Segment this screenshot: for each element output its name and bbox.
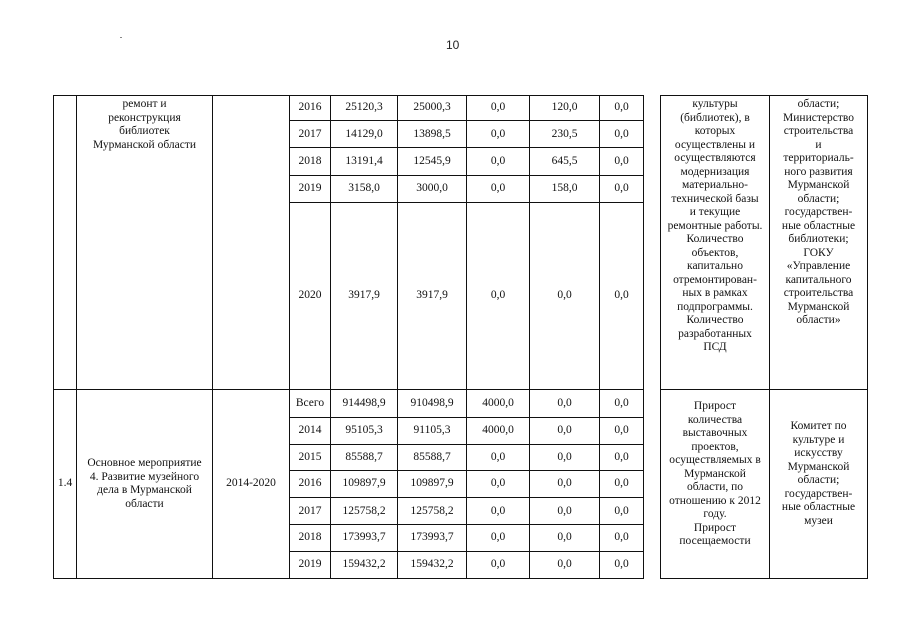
local-budget-cell: 0,0 <box>530 471 600 498</box>
other-sources-cell: 0,0 <box>600 471 644 498</box>
federal-budget-cell: 0,0 <box>467 471 530 498</box>
federal-budget-cell: 0,0 <box>467 175 530 202</box>
federal-budget-cell: 0,0 <box>467 121 530 148</box>
federal-budget-cell: 4000,0 <box>467 390 530 417</box>
regional-budget-cell: 3917,9 <box>398 202 467 390</box>
year-cell: 2016 <box>290 471 331 498</box>
other-sources-cell: 0,0 <box>600 390 644 417</box>
year-cell: 2015 <box>290 444 331 470</box>
program-table <box>53 95 868 579</box>
federal-budget-cell: 0,0 <box>467 551 530 578</box>
other-sources-cell: 0,0 <box>600 551 644 578</box>
other-sources-cell: 0,0 <box>600 96 644 121</box>
local-budget-cell: 0,0 <box>530 390 600 417</box>
regional-budget-cell: 910498,9 <box>398 390 467 417</box>
table-row <box>54 390 868 417</box>
other-sources-cell: 0,0 <box>600 175 644 202</box>
other-sources-cell: 0,0 <box>600 121 644 148</box>
total-cell: 14129,0 <box>331 121 398 148</box>
year-cell: Всего <box>290 390 331 417</box>
federal-budget-cell: 0,0 <box>467 525 530 551</box>
total-cell: 914498,9 <box>331 390 398 417</box>
year-cell: 2020 <box>290 202 331 390</box>
local-budget-cell: 645,5 <box>530 148 600 175</box>
year-cell: 2016 <box>290 96 331 121</box>
year-cell: 2017 <box>290 121 331 148</box>
column-gap <box>644 390 661 579</box>
local-budget-cell: 120,0 <box>530 96 600 121</box>
year-cell: 2018 <box>290 148 331 175</box>
local-budget-cell: 0,0 <box>530 417 600 444</box>
total-cell: 25120,3 <box>331 96 398 121</box>
total-cell: 85588,7 <box>331 444 398 470</box>
row-number-cell <box>54 96 77 390</box>
other-sources-cell: 0,0 <box>600 525 644 551</box>
executor-cell: области; Министерство строительства и территориаль- ного развития Мурманской области; государствен- ные областные библиотеки; ГОКУ «Управление капитального строительства Мурманской области» <box>770 96 868 390</box>
measure-name-cell: Основное мероприятие 4. Развитие музейного дела в Мурманской области <box>77 390 213 579</box>
local-budget-cell: 230,5 <box>530 121 600 148</box>
year-cell: 2017 <box>290 498 331 525</box>
total-cell: 3158,0 <box>331 175 398 202</box>
year-cell: 2018 <box>290 525 331 551</box>
year-cell: 2014 <box>290 417 331 444</box>
regional-budget-cell: 85588,7 <box>398 444 467 470</box>
total-cell: 109897,9 <box>331 471 398 498</box>
regional-budget-cell: 13898,5 <box>398 121 467 148</box>
local-budget-cell: 0,0 <box>530 444 600 470</box>
page-number: 10 <box>446 38 460 52</box>
federal-budget-cell: 0,0 <box>467 498 530 525</box>
other-sources-cell: 0,0 <box>600 417 644 444</box>
indicator-cell: культуры (библиотек), в которых осуществлены и осуществляются модернизация материально- технической базы и текущие ремонтные работы. Количество объектов, капитально отремонтирован- ных в рамках подпрограммы. Количество разработанных ПСД <box>661 96 770 390</box>
period-cell: 2014-2020 <box>213 390 290 579</box>
row-number-cell: 1.4 <box>54 390 77 579</box>
year-cell: 2019 <box>290 175 331 202</box>
regional-budget-cell: 125758,2 <box>398 498 467 525</box>
executor-cell: Комитет по культуре и искусству Мурманской области; государствен- ные областные музеи <box>770 390 868 579</box>
federal-budget-cell: 0,0 <box>467 148 530 175</box>
other-sources-cell: 0,0 <box>600 444 644 470</box>
total-cell: 13191,4 <box>331 148 398 175</box>
local-budget-cell: 0,0 <box>530 525 600 551</box>
federal-budget-cell: 0,0 <box>467 96 530 121</box>
indicator-cell: Прирост количества выставочных проектов, осуществляемых в Мурманской области, по отношению к 2012 году. Прирост посещаемости <box>661 390 770 579</box>
other-sources-cell: 0,0 <box>600 202 644 390</box>
period-cell <box>213 96 290 390</box>
regional-budget-cell: 12545,9 <box>398 148 467 175</box>
table-row <box>54 96 868 121</box>
regional-budget-cell: 3000,0 <box>398 175 467 202</box>
other-sources-cell: 0,0 <box>600 148 644 175</box>
regional-budget-cell: 91105,3 <box>398 417 467 444</box>
local-budget-cell: 0,0 <box>530 551 600 578</box>
measure-name-cell: ремонт и реконструкция библиотек Мурманской области <box>77 96 213 390</box>
other-sources-cell: 0,0 <box>600 498 644 525</box>
local-budget-cell: 158,0 <box>530 175 600 202</box>
regional-budget-cell: 109897,9 <box>398 471 467 498</box>
federal-budget-cell: 0,0 <box>467 202 530 390</box>
local-budget-cell: 0,0 <box>530 498 600 525</box>
federal-budget-cell: 4000,0 <box>467 417 530 444</box>
year-cell: 2019 <box>290 551 331 578</box>
total-cell: 125758,2 <box>331 498 398 525</box>
local-budget-cell: 0,0 <box>530 202 600 390</box>
scan-speck <box>120 37 122 38</box>
total-cell: 173993,7 <box>331 525 398 551</box>
federal-budget-cell: 0,0 <box>467 444 530 470</box>
total-cell: 3917,9 <box>331 202 398 390</box>
column-gap <box>644 96 661 390</box>
total-cell: 159432,2 <box>331 551 398 578</box>
regional-budget-cell: 159432,2 <box>398 551 467 578</box>
regional-budget-cell: 173993,7 <box>398 525 467 551</box>
regional-budget-cell: 25000,3 <box>398 96 467 121</box>
total-cell: 95105,3 <box>331 417 398 444</box>
